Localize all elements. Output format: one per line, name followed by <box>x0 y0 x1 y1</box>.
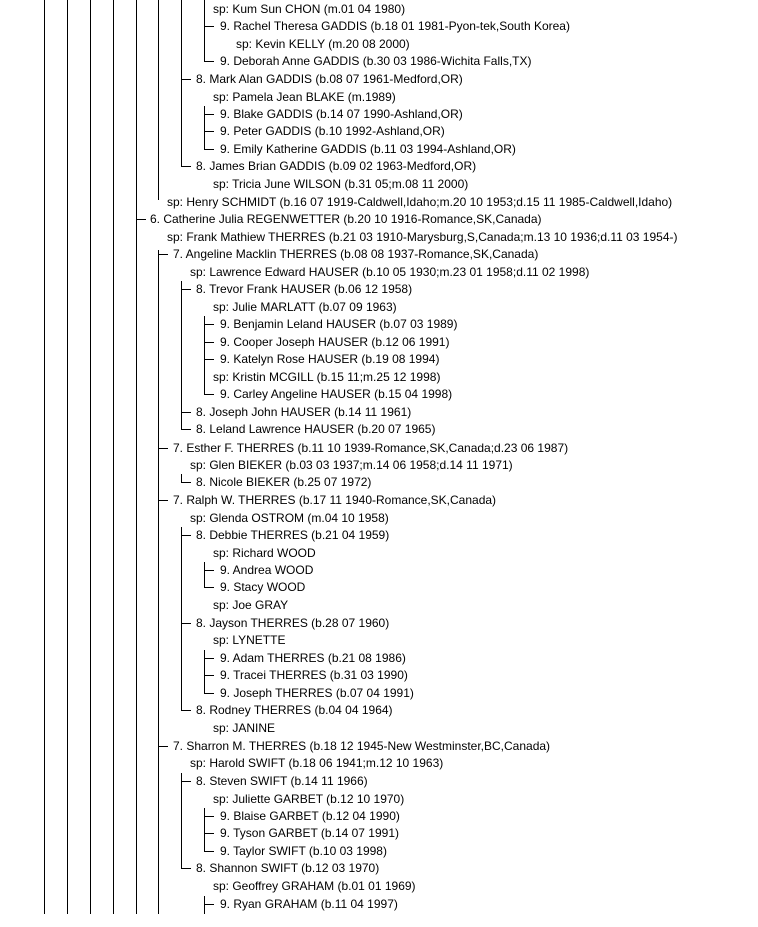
tree-entry: sp: Kristin MCGILL (b.15 11;m.25 12 1998) <box>213 370 441 384</box>
tree-entry: 9. Andrea WOOD <box>220 563 314 577</box>
tree-entry: sp: Henry SCHMIDT (b.16 07 1919-Caldwell,Idaho;m.20 10 1953;d.15 11 1985-Caldwell,Idaho) <box>167 195 673 209</box>
tree-entry: 8. Nicole BIEKER (b.25 07 1972) <box>196 475 372 489</box>
tree-connector <box>204 324 214 325</box>
tree-connector <box>181 289 191 290</box>
tree-entry: sp: Richard WOOD <box>213 546 316 560</box>
tree-connector <box>204 149 214 150</box>
tree-entry: 9. Tyson GARBET (b.14 07 1991) <box>220 826 399 840</box>
tree-entry: sp: Kevin KELLY (m.20 08 2000) <box>236 37 410 51</box>
tree-guide-line <box>204 808 205 852</box>
tree-entry: sp: Harold SWIFT (b.18 06 1941;m.12 10 1963) <box>190 756 444 770</box>
tree-guide-line <box>113 0 114 914</box>
tree-entry: 9. Joseph THERRES (b.07 04 1991) <box>220 686 414 700</box>
tree-guide-line <box>181 281 182 430</box>
tree-entry: 9. Deborah Anne GADDIS (b.30 03 1986-Wichita Falls,TX) <box>220 54 532 68</box>
tree-connector <box>204 833 214 834</box>
tree-entry: 8. Jayson THERRES (b.28 07 1960) <box>196 616 390 630</box>
tree-connector <box>181 623 191 624</box>
tree-connector <box>181 710 191 711</box>
tree-entry: 9. Emily Katherine GADDIS (b.11 03 1994-Ashland,OR) <box>220 142 516 156</box>
tree-connector <box>181 79 191 80</box>
tree-entry: 6. Catherine Julia REGENWETTER (b.20 10 1916-Romance,SK,Canada) <box>150 212 542 226</box>
tree-guide-line <box>204 650 205 694</box>
tree-entry: 8. Rodney THERRES (b.04 04 1964) <box>196 703 393 717</box>
tree-entry: 8. Trevor Frank HAUSER (b.06 12 1958) <box>196 282 413 296</box>
tree-entry: 9. Katelyn Rose HAUSER (b.19 08 1994) <box>220 352 440 366</box>
tree-connector <box>204 359 214 360</box>
tree-entry: 8. Mark Alan GADDIS (b.08 07 1961-Medford,OR) <box>196 72 463 86</box>
tree-connector <box>158 500 168 501</box>
tree-guide-line <box>181 773 182 869</box>
tree-connector <box>181 482 191 483</box>
tree-connector <box>158 448 168 449</box>
tree-guide-line <box>158 250 159 914</box>
tree-entry: sp: Juliette GARBET (b.12 10 1970) <box>213 792 405 806</box>
tree-guide-line <box>67 0 68 914</box>
tree-entry: sp: Lawrence Edward HAUSER (b.10 05 1930;m.23 01 1958;d.11 02 1998) <box>190 265 590 279</box>
tree-connector <box>181 868 191 869</box>
tree-guide-line <box>204 106 205 150</box>
tree-connector <box>204 394 214 395</box>
tree-connector <box>181 429 191 430</box>
tree-connector <box>158 746 168 747</box>
tree-guide-line <box>90 0 91 914</box>
tree-connector <box>136 219 146 220</box>
tree-entry: sp: Glenda OSTROM (m.04 10 1958) <box>190 511 389 525</box>
tree-connector <box>204 570 214 571</box>
tree-entry: sp: Glen BIEKER (b.03 03 1937;m.14 06 1958;d.14 11 1971) <box>190 458 513 472</box>
tree-entry: 9. Peter GADDIS (b.10 1992-Ashland,OR) <box>220 124 445 138</box>
tree-entry: 9. Benjamin Leland HAUSER (b.07 03 1989) <box>220 317 458 331</box>
tree-entry: sp: Julie MARLATT (b.07 09 1963) <box>213 300 397 314</box>
tree-entry: sp: Pamela Jean BLAKE (m.1989) <box>213 90 396 104</box>
tree-guide-line <box>44 0 45 914</box>
tree-connector <box>204 587 214 588</box>
tree-entry: sp: Frank Mathiew THERRES (b.21 03 1910-Marysburg,S,Canada;m.13 10 1936;d.11 03 1954-) <box>167 230 678 244</box>
tree-guide-line <box>158 0 159 200</box>
tree-entry: 7. Esther F. THERRES (b.11 10 1939-Romance,SK,Canada;d.23 06 1987) <box>173 441 569 455</box>
tree-entry: sp: LYNETTE <box>213 633 286 647</box>
tree-entry: 9. Carley Angeline HAUSER (b.15 04 1998) <box>220 387 453 401</box>
tree-entry: 8. James Brian GADDIS (b.09 02 1963-Medford,OR) <box>196 159 477 173</box>
tree-connector <box>204 816 214 817</box>
tree-entry: 7. Sharron M. THERRES (b.18 12 1945-New Westminster,BC,Canada) <box>173 739 551 753</box>
tree-entry: 7. Ralph W. THERRES (b.17 11 1940-Romance,SK,Canada) <box>173 493 497 507</box>
tree-entry: 9. Tracei THERRES (b.31 03 1990) <box>220 668 408 682</box>
tree-entry: sp: Geoffrey GRAHAM (b.01 01 1969) <box>213 879 416 893</box>
tree-connector <box>204 61 214 62</box>
tree-entry: sp: Joe GRAY <box>213 598 289 612</box>
tree-guide-line <box>204 896 205 914</box>
tree-entry: 9. Ryan GRAHAM (b.11 04 1997) <box>220 897 398 911</box>
tree-entry: 9. Stacy WOOD <box>220 580 306 594</box>
tree-entry: 8. Debbie THERRES (b.21 04 1959) <box>196 528 390 542</box>
tree-connector <box>181 535 191 536</box>
tree-entry: 9. Blake GADDIS (b.14 07 1990-Ashland,OR) <box>220 107 463 121</box>
tree-connector <box>204 851 214 852</box>
tree-entry: sp: Kum Sun CHON (m.01 04 1980) <box>213 2 406 16</box>
tree-connector <box>181 781 191 782</box>
tree-entry: 9. Blaise GARBET (b.12 04 1990) <box>220 809 400 823</box>
tree-guide-line <box>204 316 205 395</box>
tree-guide-line <box>136 0 137 914</box>
tree-guide-line <box>204 0 205 62</box>
tree-connector <box>204 675 214 676</box>
tree-connector <box>204 658 214 659</box>
tree-entry: 8. Leland Lawrence HAUSER (b.20 07 1965) <box>196 422 436 436</box>
tree-guide-line <box>181 527 182 711</box>
tree-connector <box>204 342 214 343</box>
tree-connector <box>181 166 191 167</box>
tree-connector <box>204 904 214 905</box>
tree-entry: 9. Adam THERRES (b.21 08 1986) <box>220 651 406 665</box>
tree-entry: 9. Rachel Theresa GADDIS (b.18 01 1981-Pyon-tek,South Korea) <box>220 19 570 33</box>
tree-entry: sp: JANINE <box>213 721 276 735</box>
tree-entry: sp: Tricia June WILSON (b.31 05;m.08 11 2000) <box>213 177 469 191</box>
tree-connector <box>204 693 214 694</box>
tree-connector <box>204 131 214 132</box>
tree-guide-line <box>181 0 182 167</box>
tree-connector <box>181 412 191 413</box>
tree-connector <box>204 26 214 27</box>
tree-entry: 8. Shannon SWIFT (b.12 03 1970) <box>196 861 380 875</box>
tree-guide-line <box>204 562 205 588</box>
tree-entry: 8. Steven SWIFT (b.14 11 1966) <box>196 774 368 788</box>
tree-connector <box>158 254 168 255</box>
tree-entry: 7. Angeline Macklin THERRES (b.08 08 1937-Romance,SK,Canada) <box>173 247 539 261</box>
tree-connector <box>204 114 214 115</box>
tree-entry: 9. Taylor SWIFT (b.10 03 1998) <box>220 844 387 858</box>
tree-entry: 8. Joseph John HAUSER (b.14 11 1961) <box>196 405 412 419</box>
tree-entry: 9. Cooper Joseph HAUSER (b.12 06 1991) <box>220 335 450 349</box>
